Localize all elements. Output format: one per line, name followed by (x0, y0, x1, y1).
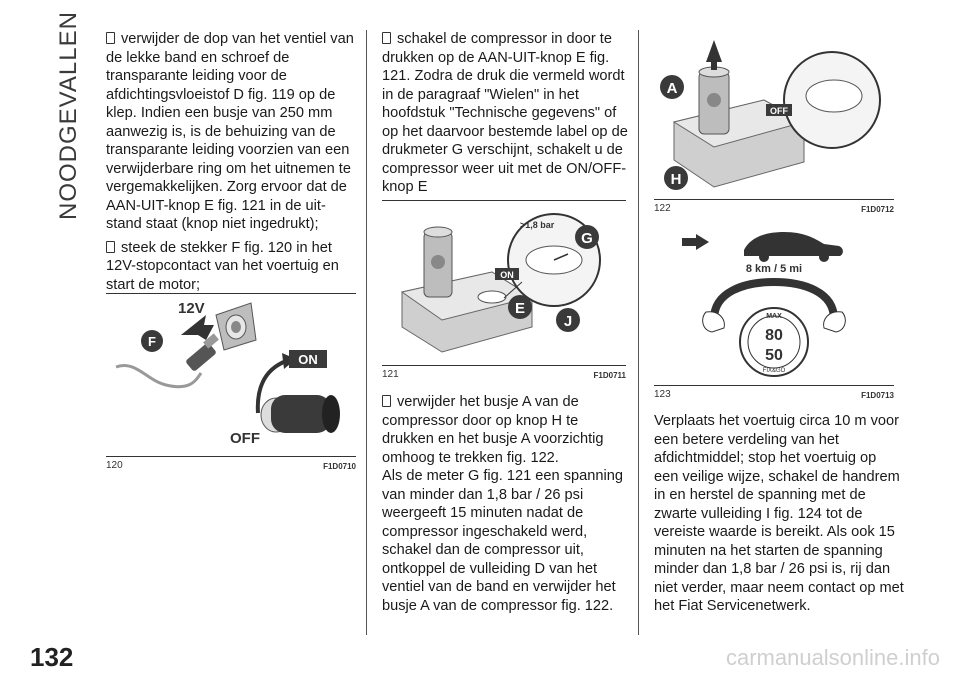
column-2-text-bottom (382, 393, 632, 620)
watermark: carmanualsonline.info (725, 645, 940, 670)
checkbox-bullet-icon (106, 32, 115, 44)
ignition-key-icon (261, 395, 340, 433)
figure-123 (654, 222, 894, 400)
svg-text:>1,8 bar: >1,8 bar (520, 220, 555, 230)
figure-number: 120 (106, 460, 123, 471)
car-icon (682, 232, 843, 262)
figure-rule (654, 199, 894, 200)
list-item: verwijder de dop van het ventiel van de lekke band en schroef de transparante leiding voor de afdichtingsvloeistof D fig. 119 op de klep. Indien een busje van 250 mm aanwezig is, is de behuizing van de transparante leiding voorzien van een verwijderbare ring om het uitnemen te vergemakkelijken. Zorg ervoor dat de AAN-UIT-knop E fig. 121 in de uit-stand staat (knop niet ingedrukt); (106, 31, 354, 232)
svg-text:OFF: OFF (230, 430, 260, 447)
compressor-plug-illustration (106, 295, 356, 455)
svg-text:E: E (514, 300, 526, 317)
figure-code: F1D0713 (861, 391, 894, 400)
figure-rule (106, 293, 356, 294)
canister-removal-illustration (654, 32, 894, 198)
driving-speed-illustration (654, 224, 894, 384)
figure-121 (382, 200, 626, 380)
figure-code: F1D0712 (861, 205, 894, 214)
svg-text:H: H (670, 171, 682, 188)
figure-120 (106, 293, 356, 471)
paragraph: Verplaats het voertuig circa 10 m voor een betere verdeling van het afdichtmiddel; stop het voertuig op een veilige wijze, schakel de handrem in en herstel de spanning met de zwarte vulleiding I fig. 124 tot de vereiste waarde is bereikt. Als ook 15 minuten na het starten de spanning minder dan 1,8 bar / 26 psi is, rij dan niet verder, maar neem contact op met het Fiat Servicenetwerk. (654, 413, 904, 614)
plug-icon (185, 333, 219, 372)
paragraph: Als de meter G fig. 121 een spanning van minder dan 1,8 bar / 26 psi weergeeft 15 minuten nadat de compressor ingeschakeld werd, schakel dan de compressor uit, ontkoppel de vulleiding D van het ventiel van de band en verwijder het busje A van de compressor fig. 122. (382, 468, 623, 614)
column-1-text (106, 30, 356, 299)
svg-text:80: 80 (765, 327, 783, 344)
column-2-text-top (382, 30, 632, 202)
figure-122 (654, 30, 894, 214)
column-3-text (654, 412, 904, 621)
list-item: verwijder het busje A van de compressor door op knop H te drukken en het busje A voorzichtig omhoog te trekken fig. 122. (382, 394, 604, 466)
checkbox-bullet-icon (382, 395, 391, 407)
svg-text:50: 50 (765, 347, 783, 364)
column-divider-1 (366, 30, 367, 635)
svg-text:ON: ON (500, 270, 514, 280)
list-item: schakel de compressor in door te drukken op de AAN-UIT-knop E fig. 121. Zodra de druk die vermeld wordt in de paragraaf "Wielen" in het hoofdstuk "Technische gegevens" of op het daarvoor bestemde label op de drukmeter G verschijnt, schakelt u de compressor weer uit met de ON/OFF-knop E (382, 31, 628, 195)
page-number: 132 (30, 642, 74, 672)
figure-code: F1D0710 (323, 462, 356, 471)
svg-text:MAX: MAX (766, 313, 782, 320)
svg-text:J: J (563, 313, 573, 330)
figure-rule (382, 365, 626, 366)
checkbox-bullet-icon (106, 241, 115, 253)
column-divider-2 (638, 30, 639, 635)
list-item: steek de stekker F fig. 120 in het 12V-stopcontact van het voertuig en start de motor; (106, 239, 339, 293)
svg-text:OFF: OFF (770, 106, 788, 116)
figure-number: 123 (654, 389, 671, 400)
svg-text:F: F (148, 334, 156, 349)
svg-text:A: A (666, 80, 678, 97)
section-title: NOODGEVALLEN (55, 11, 82, 220)
pressure-gauge-icon (806, 80, 862, 112)
svg-text:FIX&GO: FIX&GO (762, 368, 786, 374)
checkbox-bullet-icon (382, 32, 391, 44)
svg-text:G: G (581, 230, 593, 247)
svg-text:12V: 12V (178, 300, 205, 317)
power-socket-icon (216, 303, 256, 350)
figure-rule (106, 456, 356, 457)
figure-number: 122 (654, 203, 671, 214)
compressor-gauge-illustration (382, 202, 626, 362)
figure-code: F1D0711 (593, 371, 626, 380)
figure-rule (382, 200, 626, 201)
compressor-icon (674, 67, 804, 187)
figure-rule (654, 385, 894, 386)
svg-text:ON: ON (298, 352, 318, 367)
figure-number: 121 (382, 369, 399, 380)
arrow-icon (181, 315, 214, 340)
arrow-up-icon (706, 40, 722, 70)
svg-text:8 km / 5 mi: 8 km / 5 mi (745, 263, 803, 275)
